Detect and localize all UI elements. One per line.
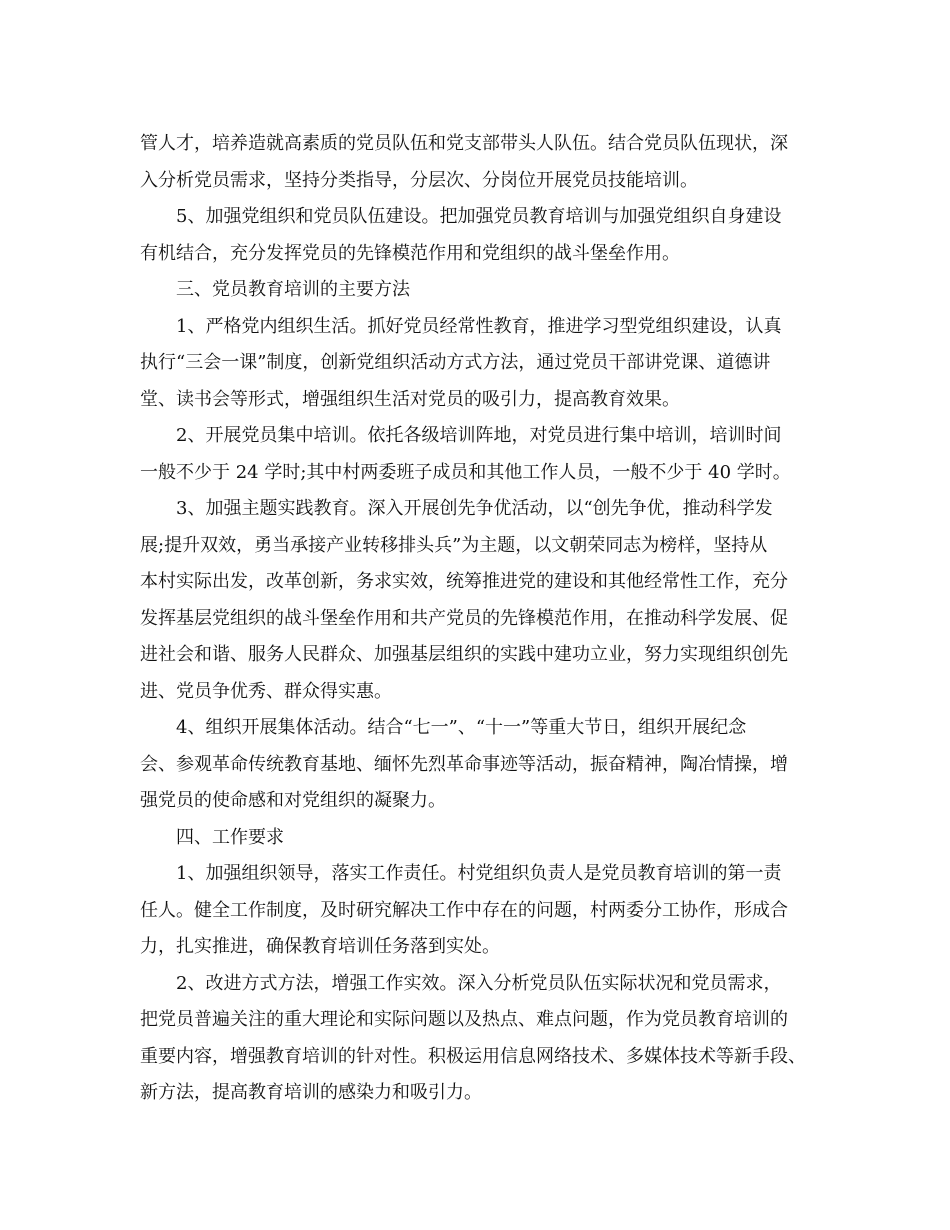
- text-line: 进社会和谐、服务人民群众、加强基层组织的实践中建功立业，努力实现组织创先: [140, 644, 788, 665]
- text-line: 1、加强组织领导，落实工作责任。村党组织负责人是党员教育培训的第一责: [176, 863, 782, 884]
- text-line: 把党员普遍关注的重大理论和实际问题以及热点、难点问题，作为党员教育培训的: [140, 1009, 788, 1030]
- text-line: 本村实际出发，改革创新，务求实效，统筹推进党的建设和其他经常性工作，充分: [140, 571, 788, 592]
- text-line: 2、开展党员集中培训。依托各级培训阵地，对党员进行集中培训，培训时间: [176, 425, 782, 446]
- text-line: 5、加强党组织和党员队伍建设。把加强党员教育培训与加强党组织自身建设: [176, 206, 782, 227]
- text-line: 堂、读书会等形式，增强组织生活对党员的吸引力，提高教育效果。: [140, 388, 680, 410]
- document-body: [140, 126, 820, 1112]
- text-line: 管人才，培养造就高素质的党员队伍和党支部带头人队伍。结合党员队伍现状，深: [140, 133, 788, 154]
- text-line: 执行“三会一课”制度，创新党组织活动方式方法，通过党员干部讲党课、道德讲: [140, 352, 771, 373]
- text-line: 入分析党员需求，坚持分类指导，分层次、分岗位开展党员技能培训。: [140, 169, 698, 191]
- text-line: 重要内容，增强教育培训的针对性。积极运用信息网络技术、多媒体技术等新手段、: [140, 1045, 806, 1067]
- text-line: 1、严格党内组织生活。抓好党员经常性教育，推进学习型党组织建设，认真: [176, 315, 782, 337]
- text-line: 强党员的使命感和对党组织的凝聚力。: [140, 790, 446, 811]
- text-line: 四、工作要求: [176, 826, 284, 848]
- text-line: 发挥基层党组织的战斗堡垒作用和共产党员的先锋模范作用，在推动科学发展、促: [140, 607, 788, 629]
- text-line: 4、组织开展集体活动。结合“七一”、“十一”等重大节日，组织开展纪念: [176, 717, 747, 738]
- text-line: 会、参观革命传统教育基地、缅怀先烈革命事迹等活动，振奋精神，陶冶情操，增: [140, 753, 788, 775]
- text-line: 进、党员争优秀、群众得实惠。: [140, 680, 392, 702]
- text-line: 任人。健全工作制度，及时研究解决工作中存在的问题，村两委分工协作，形成合: [140, 899, 788, 921]
- text-line: 一般不少于 24 学时;其中村两委班子成员和其他工作人员，一般不少于 40 学时。: [140, 461, 791, 483]
- text-line: 新方法，提高教育培训的感染力和吸引力。: [140, 1082, 482, 1103]
- text-line: 三、党员教育培训的主要方法: [176, 279, 410, 300]
- text-line: 2、改进方式方法，增强工作实效。深入分析党员队伍实际状况和党员需求，: [176, 972, 782, 994]
- text-line: 3、加强主题实践教育。深入开展创先争优活动，以“创先争优，推动科学发: [176, 498, 773, 519]
- text-line: 有机结合，充分发挥党员的先锋模范作用和党组织的战斗堡垒作用。: [140, 242, 680, 264]
- text-line: 力，扎实推进，确保教育培训任务落到实处。: [140, 936, 500, 957]
- text-line: 展;提升双效，勇当承接产业转移排头兵”为主题，以文朝荣同志为榜样，坚持从: [140, 534, 768, 556]
